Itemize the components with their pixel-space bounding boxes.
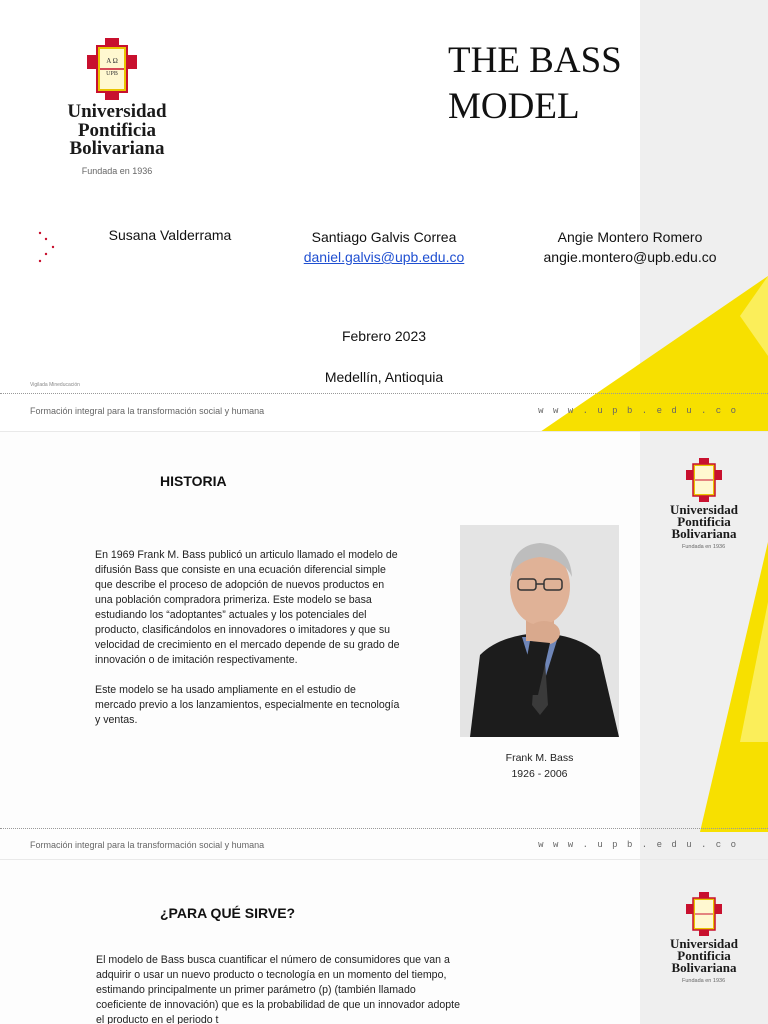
author-3-email: angie.montero@upb.edu.co — [543, 249, 717, 265]
presentation-title — [448, 38, 622, 130]
footer-url: w w w . u p b . e d u . c o — [538, 406, 738, 416]
footer-divider — [0, 828, 768, 829]
logo-founded: Fundada en 1936 — [81, 166, 153, 176]
logo-line-3: Bolivariana — [671, 960, 737, 975]
logo-line-1: Universidad — [670, 502, 738, 517]
upb-logo-small — [664, 458, 744, 558]
presentation-date: Febrero 2023 — [341, 328, 427, 344]
logo-line-3: Bolivariana — [69, 138, 165, 159]
yellow-triangle-decoration — [700, 542, 768, 832]
slide-historia — [0, 432, 768, 859]
author-2 — [284, 227, 484, 267]
slide-para-que-sirve — [0, 860, 768, 1024]
author-2-email-link[interactable]: daniel.galvis@upb.edu.co — [303, 249, 465, 265]
shield-top-text: A Ω — [106, 57, 118, 65]
historia-paragraph-1: En 1969 Frank M. Bass publicó un articulo llamado el modelo de difusión Bass que consiste en una ecuación diferencial simple que describe el proceso de adopción de nuevos productos en una población compradora primeriza. Este modelo se basa estudiando los “adoptantes” actuales y los potenciales del producto, clasificándolos en innovadores o imitadores y que su velocidad de crecimiento en el mercado depende de su grado de innovación o de imitación respectivamente. — [95, 549, 400, 666]
title-line-2: MODEL — [448, 86, 580, 127]
red-dots-decoration — [36, 230, 58, 266]
title-line-1: THE BASS — [448, 40, 622, 81]
logo-line-2: Pontificia — [677, 514, 731, 529]
author-2-name: Santiago Galvis Correa — [311, 229, 457, 245]
slide-title — [0, 0, 768, 431]
historia-paragraph-2: Este modelo se ha usado ampliamente en el estudio de mercado previo a los lanzamientos, especialmente en tecnología y ventas. — [95, 684, 400, 726]
logo-line-2: Pontificia — [77, 120, 157, 141]
footer-tagline: Formación integral para la transformación social y humana — [30, 406, 265, 416]
shield-cross-icon — [87, 38, 137, 100]
historia-body — [95, 548, 400, 728]
logo-line-3: Bolivariana — [671, 526, 737, 541]
shield-cross-icon — [686, 892, 722, 936]
para-que-sirve-paragraph: El modelo de Bass busca cuantificar el número de consumidores que van a adquirir o usar un nuevo producto o tecnología en un momento del tiempo, estimando principalmente un primer parámetro (p) (también llamado coeficiente de innovación) que es la probabilidad de que un innovador adopte el producto en el periodo t — [96, 954, 460, 1024]
frank-bass-photo — [460, 525, 619, 737]
footer-divider — [0, 393, 768, 394]
footer-url: w w w . u p b . e d u . c o — [538, 840, 738, 850]
shield-cross-icon — [686, 458, 722, 502]
footer-tagline: Formación integral para la transformación social y humana — [30, 840, 265, 850]
logo-line-1: Universidad — [67, 101, 167, 122]
photo-caption — [460, 750, 619, 782]
vigilada-label: Vigilada Mineducación — [30, 382, 80, 388]
upb-logo — [62, 38, 172, 188]
author-1 — [90, 227, 250, 243]
logo-line-2: Pontificia — [677, 948, 731, 963]
author-3-name: Angie Montero Romero — [557, 229, 703, 245]
portrait-illustration — [460, 525, 619, 737]
para-que-sirve-heading: ¿PARA QUÉ SIRVE? — [160, 905, 296, 921]
logo-line-1: Universidad — [670, 936, 738, 951]
author-1-name: Susana Valderrama — [108, 227, 232, 243]
logo-founded: Fundada en 1936 — [682, 544, 726, 550]
caption-years: 1926 - 2006 — [511, 768, 568, 780]
author-3 — [520, 227, 740, 267]
caption-name: Frank M. Bass — [505, 752, 574, 764]
logo-founded: Fundada en 1936 — [682, 978, 726, 984]
upb-logo-small — [664, 892, 744, 992]
presentation-place: Medellín, Antioquia — [324, 369, 444, 385]
historia-heading: HISTORIA — [160, 473, 227, 489]
shield-bottom-text: UPB — [106, 71, 118, 77]
